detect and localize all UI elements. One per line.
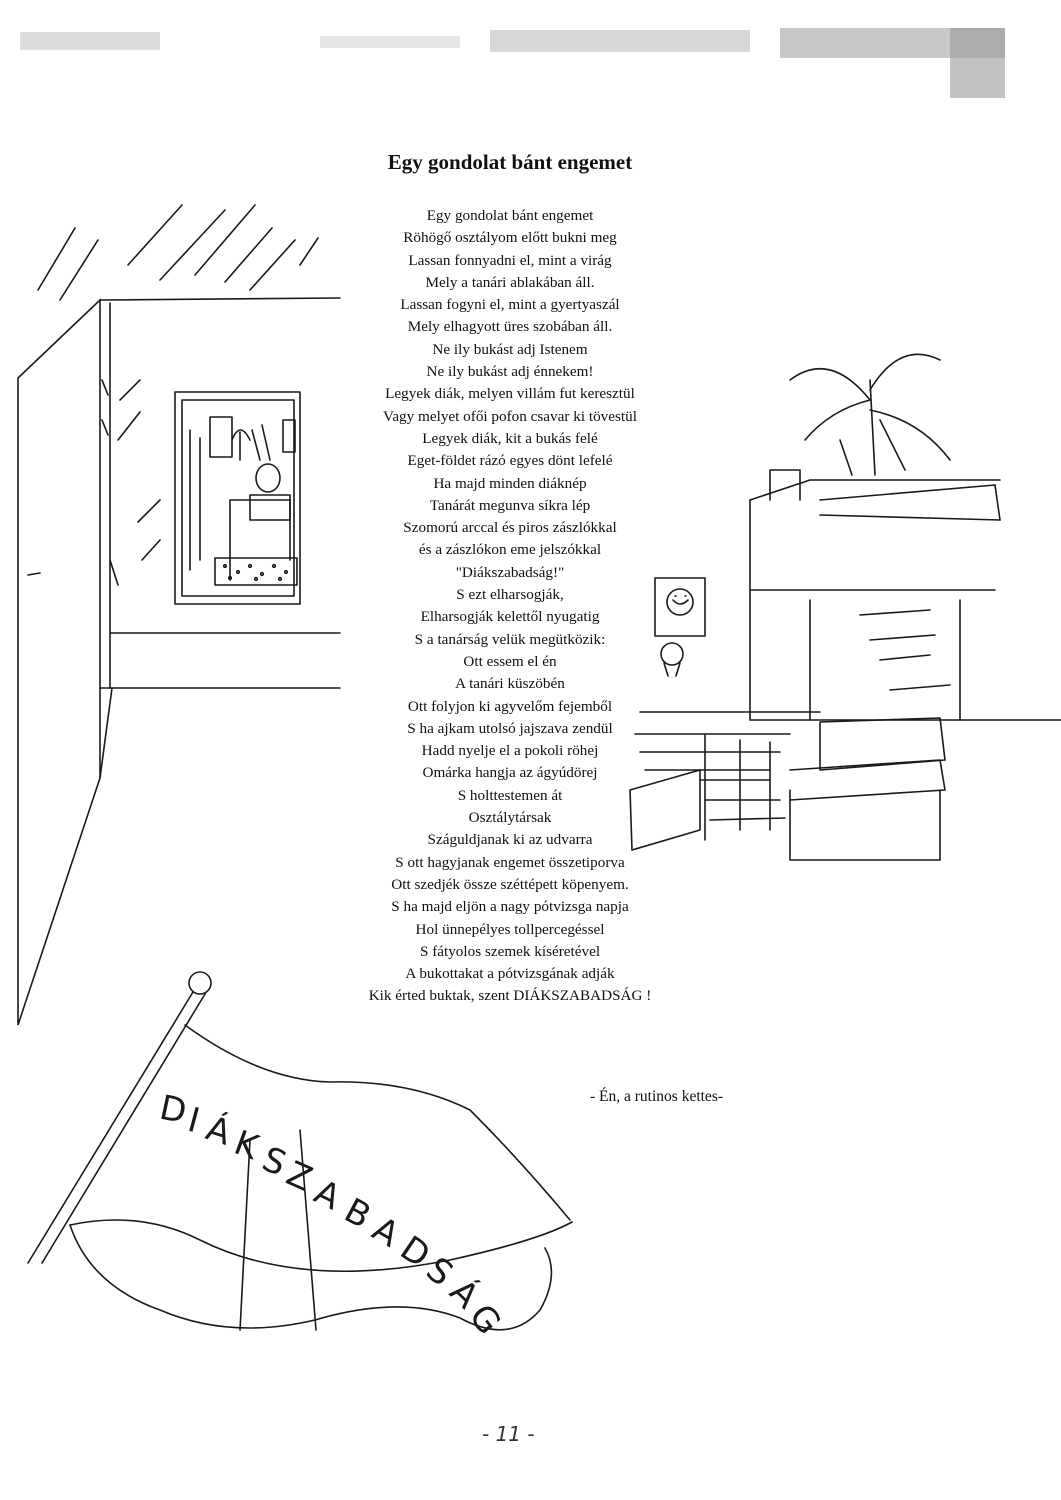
poem-title: Egy gondolat bánt engemet [387, 150, 633, 174]
poem-line: Tanárát megunva síkra lép [429, 496, 591, 514]
poem-line: Mely a tanári ablakában áll. [425, 273, 595, 291]
poem-line: Elharsogják kelettől nyugatig [420, 608, 600, 626]
poem-line: Ott folyjon ki agyvelőm fejemből [407, 697, 613, 715]
flag-lettering [156, 1088, 509, 1343]
poem-line: S ha majd eljön a nagy pótvizsga napja [391, 898, 629, 916]
poem-line: Száguldjanak ki az udvarra [427, 831, 593, 849]
svg-text:Z: Z [280, 1153, 318, 1200]
poem-line: Omárka hangja az ágyúdörej [422, 764, 598, 782]
poem-line: Osztálytársak [468, 809, 552, 827]
svg-text:S: S [418, 1249, 461, 1295]
poem-line: "Diákszabadság!" [455, 563, 565, 581]
signature: - Én, a rutinos kettes- [590, 1088, 724, 1105]
svg-text:S: S [256, 1139, 292, 1185]
poem-line: Hadd nyelje el a pokoli röhej [421, 742, 599, 760]
page-number: - 11 - [482, 1422, 535, 1446]
poem-line: S a tanárság velük megütközik: [414, 630, 606, 648]
poem-line: Egy gondolat bánt engemet [426, 207, 594, 224]
poem-line: és a zászlókon eme jelszókkal [418, 541, 602, 559]
poem-line: Ott szedjék össze széttépett köpenyem. [391, 875, 629, 893]
poem-line: Hol ünnepélyes tollpercegéssel [415, 920, 605, 938]
poem-line: S fátyolos szemek kíséretével [419, 942, 601, 960]
poem-line: Eget-földet rázó egyes dönt lefelé [407, 452, 613, 470]
poem-line: S ezt elharsogják, [456, 586, 564, 604]
poem-line: A tanári küszöbén [455, 675, 565, 693]
svg-text:D: D [392, 1228, 438, 1277]
poem-line: Legyek diák, melyen villám fut keresztül [385, 385, 635, 403]
poem-body [300, 205, 720, 1008]
poem-line: Lassan fogyni el, mint a gyertyaszál [400, 296, 620, 314]
flag-drawing [28, 972, 572, 1342]
svg-text:K: K [228, 1122, 264, 1169]
rain-strokes [38, 205, 318, 300]
poem-line: Ott essem el én [463, 652, 557, 670]
poem-line: Kik érted buktak, szent DIÁKSZABADSÁG ! [368, 987, 652, 1005]
poem-line: A bukottakat a pótvizsgának adják [405, 965, 615, 983]
poem-line: Legyek diák, kit a bukás felé [422, 429, 598, 447]
svg-text:Á: Á [201, 1108, 236, 1154]
poem-line: S ha ajkam utolsó jajszava zendül [407, 719, 613, 737]
poem-line: S ott hagyjanak engemet összetiporva [395, 853, 625, 871]
door-drawing [18, 298, 340, 1025]
svg-text:A: A [365, 1209, 406, 1256]
poem-line: Mely elhagyott üres szobában áll. [407, 318, 613, 336]
poem-line: Ne ily bukást adj énnekem! [426, 363, 594, 381]
svg-text:G: G [460, 1296, 509, 1343]
svg-text:B: B [337, 1190, 378, 1237]
poem-line: Lassan fonnyadni el, mint a virág [408, 251, 612, 269]
poem-line: Vagy melyet ofői pofon csavar ki tövestül [383, 407, 637, 425]
svg-text:D: D [156, 1087, 191, 1133]
poem-line: Röhögő osztályom előtt bukni meg [403, 229, 617, 247]
poem-line: S holttestemen át [457, 786, 563, 804]
svg-text:I: I [183, 1100, 204, 1142]
poem-line: Szomorú arccal és piros zászlókkal [403, 519, 617, 537]
poem-line: Ha majd minden diáknép [433, 474, 587, 492]
poem-line: Ne ily bukást adj Istenem [432, 340, 588, 358]
svg-text:Á: Á [441, 1271, 487, 1317]
svg-text:A: A [308, 1172, 347, 1219]
